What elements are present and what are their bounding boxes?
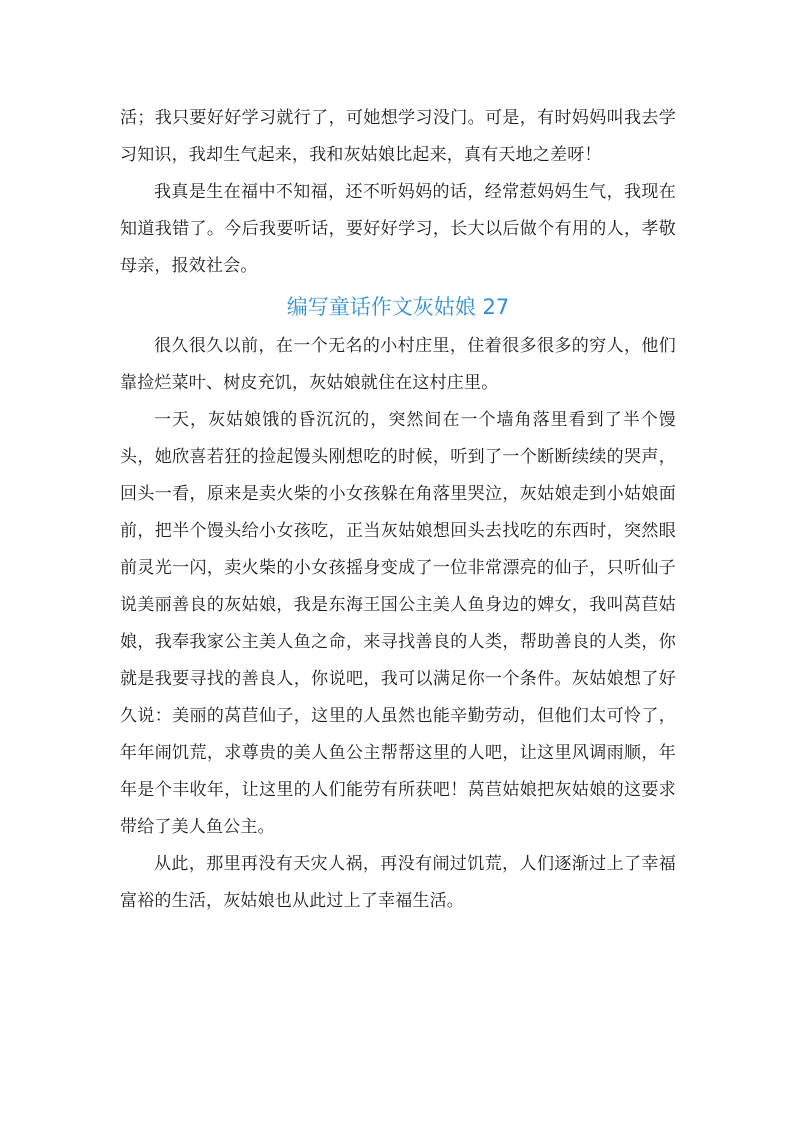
- paragraph-reflection: 我真是生在福中不知福，还不听妈妈的话，经常惹妈妈生气，我现在知道我错了。今后我要听话，要好好学习，长大以后做个有用的人，孝敬母亲，报效社会。: [120, 182, 676, 276]
- paragraph-ending: 从此，那里再没有天灾人祸，再没有闹过饥荒，人们逐渐过上了幸福富裕的生活，灰姑娘也从此过上了幸福生活。: [120, 854, 676, 911]
- document-page: [120, 100, 676, 920]
- paragraph-intro: 很久很久以前，在一个无名的小村庄里，住着很多很多的穷人，他们靠捡烂菜叶、树皮充饥，灰姑娘就住在这村庄里。: [120, 336, 676, 393]
- paragraph-story: 一天，灰姑娘饿的昏沉沉的，突然间在一个墙角落里看到了半个馒头，她欣喜若狂的捡起馒头刚想吃的时候，听到了一个断断续续的哭声，回头一看，原来是卖火柴的小女孩躲在角落里哭泣，灰姑娘走到小姑娘面前，把半个馒头给小女孩吃，正当灰姑娘想回头去找吃的东西时，突然眼前灵光一闪，卖火柴的小女孩摇身变成了一位非常漂亮的仙子，只听仙子说美丽善良的灰姑娘，我是东海王国公主美人鱼身边的婢女，我叫莴苣姑娘，我奉我家公主美人鱼之命，来寻找善良的人类，帮助善良的人类，你就是我要寻找的善良人，你说吧，我可以满足你一个条件。灰姑娘想了好久说：美丽的莴苣仙子，这里的人虽然也能辛勤劳动，但他们太可怜了，年年闹饥荒，求尊贵的美人鱼公主帮帮这里的人吧，让这里风调雨顺，年年是个丰收年，让这里的人们能劳有所获吧！莴苣姑娘把灰姑娘的这要求带给了美人鱼公主。: [120, 410, 676, 837]
- paragraph-continued: 活；我只要好好学习就行了，可她想学习没门。可是，有时妈妈叫我去学习知识，我却生气起来，我和灰姑娘比起来，真有天地之差呀！: [120, 108, 676, 165]
- section-heading: 编写童话作文灰姑娘 27: [286, 295, 510, 319]
